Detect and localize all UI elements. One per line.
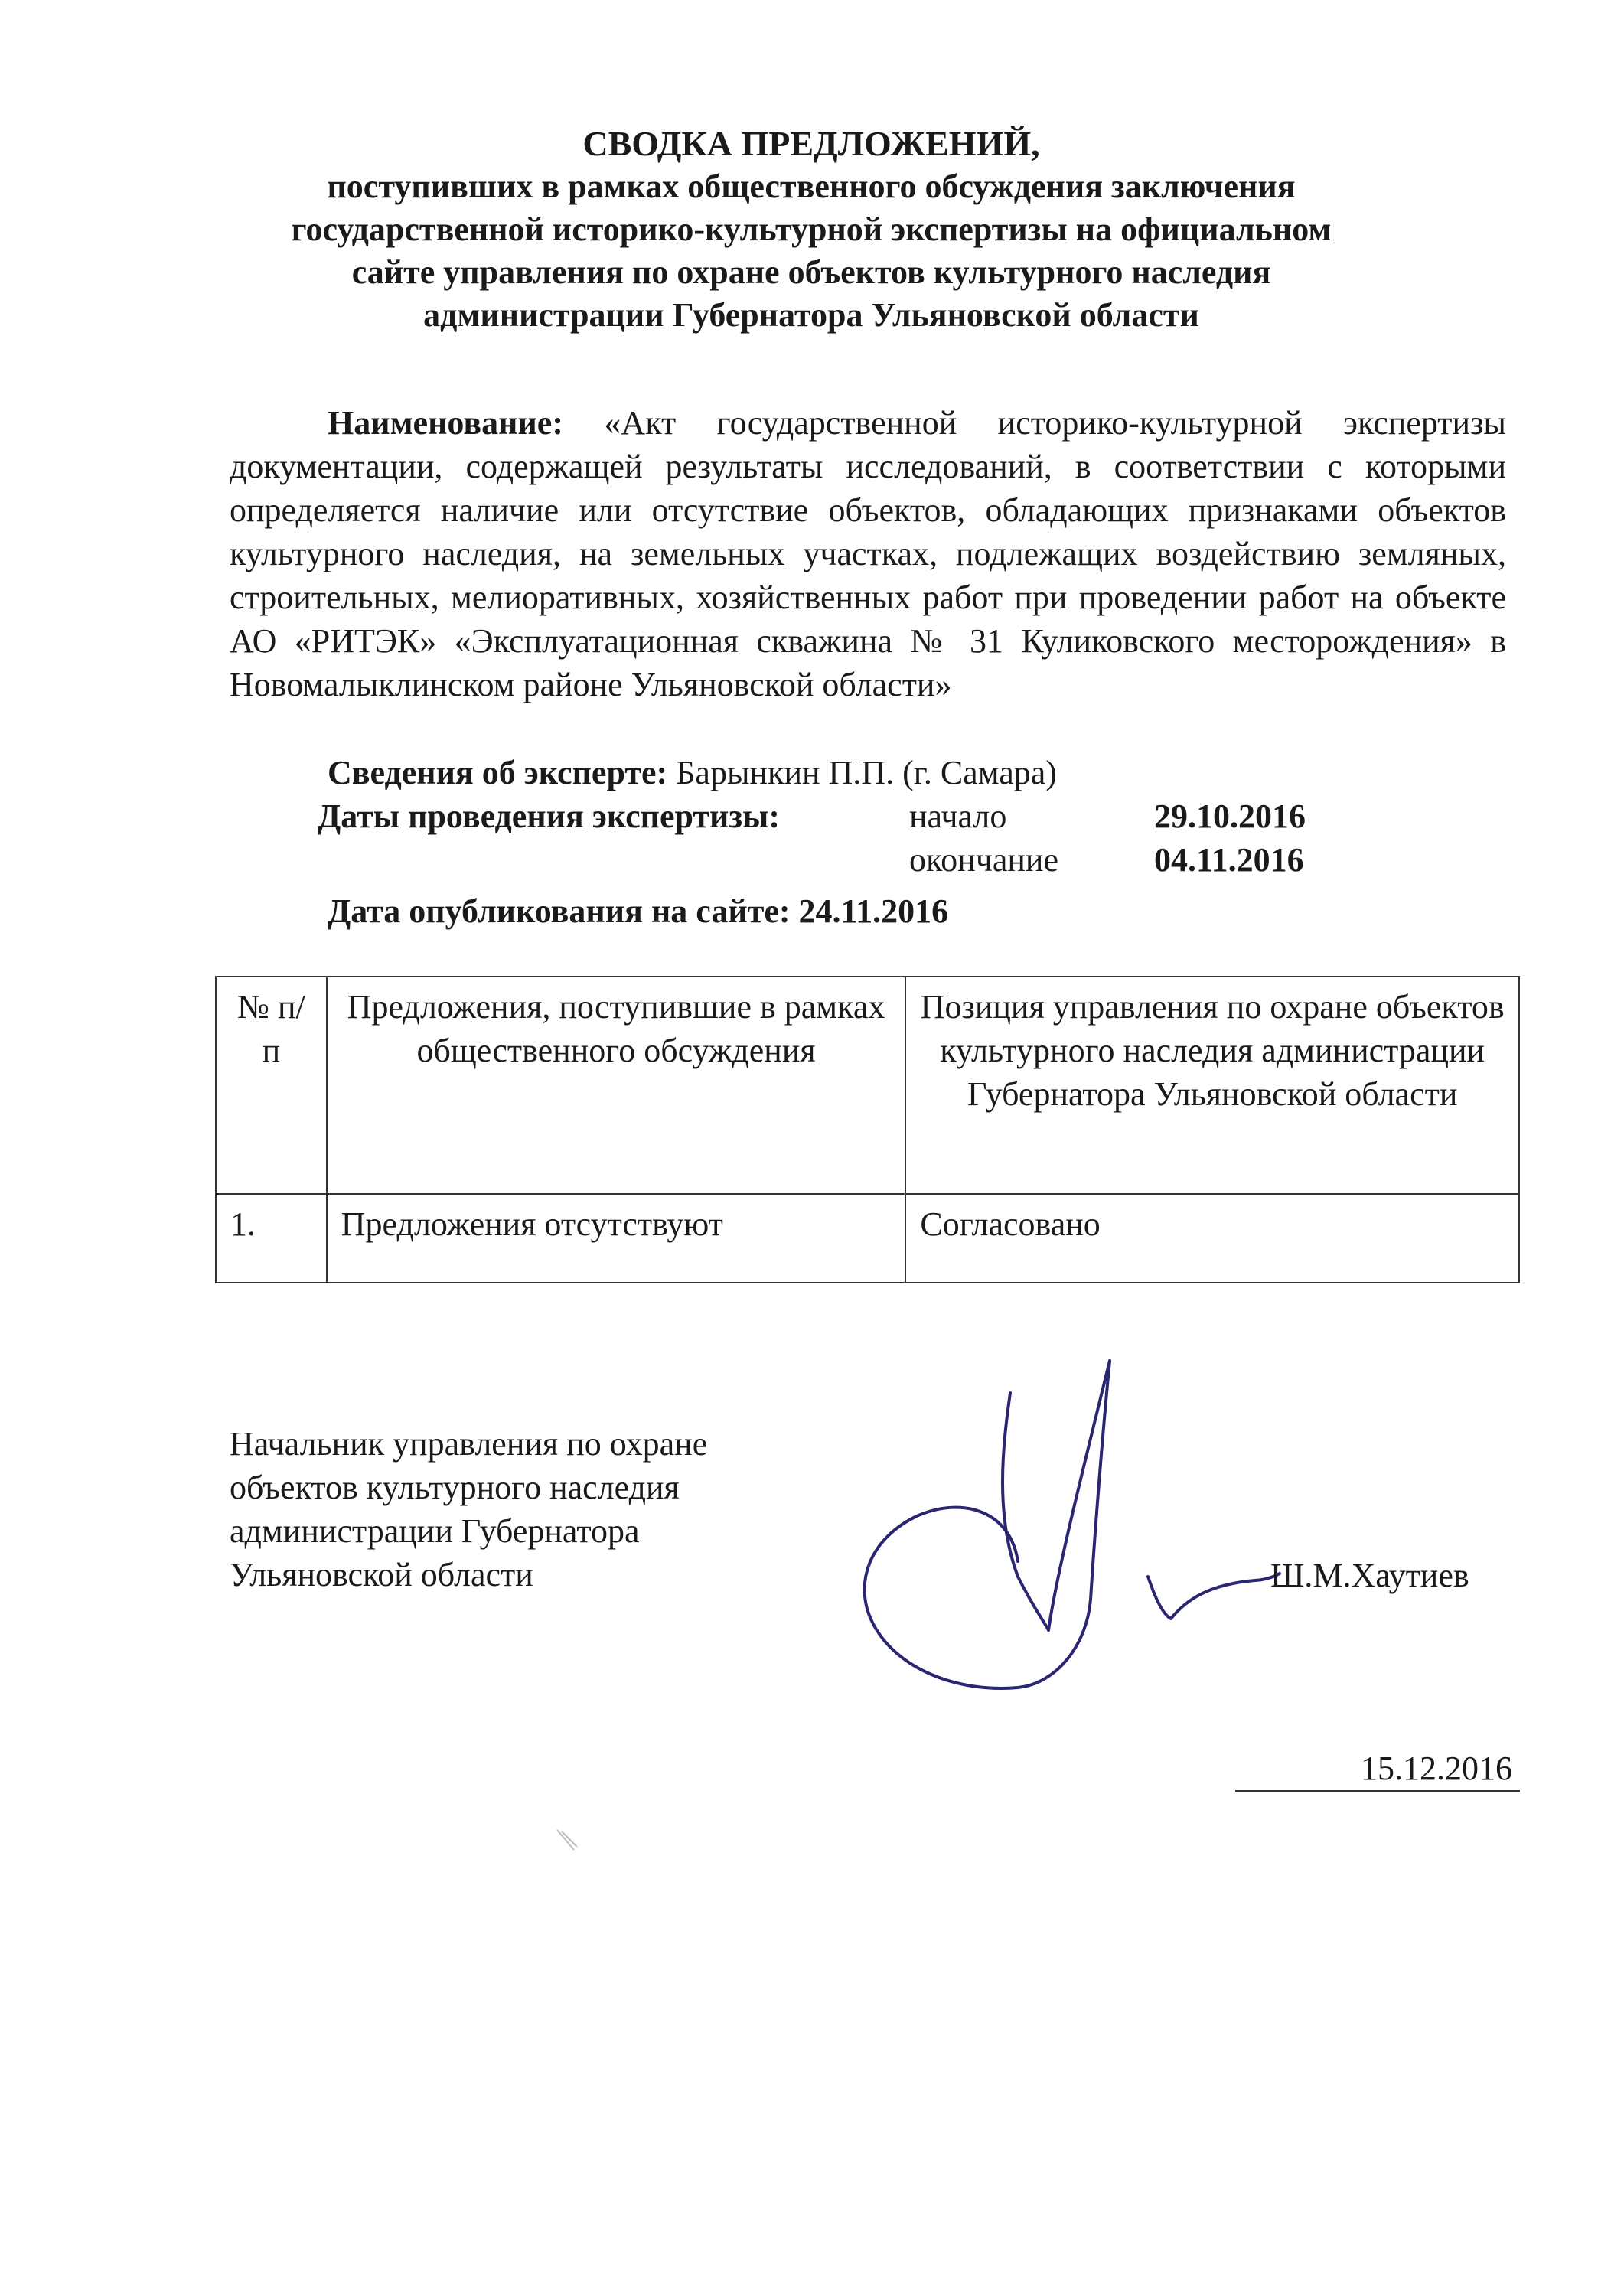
signer-position-line: администрации Губернатора bbox=[230, 1512, 640, 1550]
title-line: поступивших в рамках общественного обсуждения заключения bbox=[327, 168, 1296, 205]
table-header-row bbox=[216, 977, 1519, 1194]
title-line: администрации Губернатора Ульяновской области bbox=[423, 296, 1199, 334]
naming-label: Наименование: bbox=[328, 404, 563, 442]
expert-label: Сведения об эксперте: bbox=[328, 754, 668, 791]
date-end-value: 04.11.2016 bbox=[1154, 841, 1304, 879]
header-proposals: Предложения, поступившие в рамках общественного обсуждения bbox=[327, 977, 906, 1194]
handwritten-signature bbox=[827, 1347, 1286, 1730]
scan-mark bbox=[551, 1825, 582, 1856]
dates-label: Даты проведения экспертизы: bbox=[318, 797, 781, 835]
signer-position-line: Ульяновской области bbox=[230, 1556, 533, 1593]
header-position: Позиция управления по охране объектов культурного наследия администрации Губернатора Ульяновской области bbox=[905, 977, 1519, 1194]
expert-value: Барынкин П.П. (г. Самара) bbox=[676, 754, 1057, 791]
signer-position-line: объектов культурного наследия bbox=[230, 1469, 680, 1506]
cell-number: 1. bbox=[216, 1194, 327, 1283]
date-start-value: 29.10.2016 bbox=[1154, 797, 1306, 835]
title-line: государственной историко-культурной экспертизы на официальном bbox=[291, 210, 1332, 248]
published-line bbox=[328, 889, 948, 933]
expert-line bbox=[328, 751, 1057, 794]
signer-position bbox=[230, 1422, 811, 1596]
signer-name: Ш.М.Хаутиев bbox=[1270, 1557, 1469, 1594]
header-number: № п/п bbox=[216, 977, 327, 1194]
document-title bbox=[230, 122, 1393, 337]
cell-proposals: Предложения отсутствуют bbox=[327, 1194, 906, 1283]
title-main: СВОДКА ПРЕДЛОЖЕНИЙ, bbox=[582, 124, 1040, 163]
table-row bbox=[216, 1194, 1519, 1283]
signer-position-line: Начальник управления по охране bbox=[230, 1425, 708, 1463]
published-label: Дата опубликования на сайте: bbox=[328, 892, 791, 930]
naming-text: «Акт государственной историко-культурной экспертизы документации, содержащей результаты исследований, в соответствии с которыми определяется наличие или отсутствие объектов, обладающих признаками объектов культурного наследия, на земельных участках, подлежащих воздействию земляных, строительных, мелиоративных, хозяйственных работ при проведении работ на объекте АО «РИТЭК» «Эксплуатационная скважина № 31 Куликовского месторождения» в Новомалыклинском районе Ульяновской области» bbox=[230, 404, 1506, 703]
date-start-label: начало bbox=[909, 797, 1007, 835]
title-line: сайте управления по охране объектов культурного наследия bbox=[351, 253, 1271, 291]
cell-position: Согласовано bbox=[905, 1194, 1519, 1283]
proposals-table bbox=[215, 976, 1520, 1283]
naming-paragraph bbox=[230, 401, 1506, 706]
signature-date: 15.12.2016 bbox=[1235, 1746, 1520, 1792]
published-value: 24.11.2016 bbox=[798, 892, 949, 930]
date-end-label: окончание bbox=[909, 841, 1058, 879]
